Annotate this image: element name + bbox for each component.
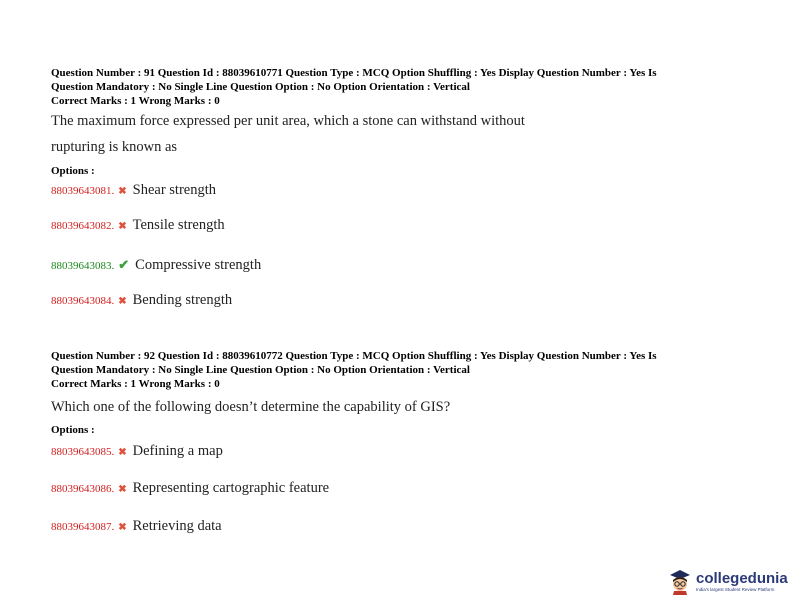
wrong-mark-icon: ✖ — [118, 447, 127, 458]
question-91-meta-line1: Question Number : 91 Question Id : 88039610771 Question Type : MCQ Option Shuffling : Yes Display Question Number : Yes Is — [51, 67, 657, 79]
student-mascot-icon — [668, 569, 692, 595]
logo-text — [696, 571, 788, 593]
option-88039643084 — [51, 292, 232, 309]
wrong-mark-icon: ✖ — [118, 522, 127, 533]
option-text: Retrieving data — [132, 518, 222, 534]
option-id: 88039643085. — [51, 446, 115, 458]
option-88039643082 — [51, 217, 225, 234]
logo-name: collegedunia — [696, 570, 788, 587]
collegedunia-logo — [668, 564, 788, 600]
question-92-marks: Correct Marks : 1 Wrong Marks : 0 — [51, 378, 220, 390]
wrong-mark-icon: ✖ — [118, 221, 127, 232]
option-88039643083 — [51, 257, 261, 274]
option-text: Bending strength — [132, 292, 233, 308]
question-92-meta — [51, 349, 751, 391]
question-91-options-label: Options : — [51, 165, 95, 177]
question-91-meta — [51, 66, 751, 108]
option-88039643081 — [51, 182, 216, 199]
question-92-text — [51, 398, 450, 416]
option-88039643086 — [51, 480, 329, 497]
question-92-meta-line2: Question Mandatory : No Single Line Question Option : No Option Orientation : Vertical — [51, 364, 470, 376]
question-91-text — [51, 112, 525, 156]
logo-tagline: India's largest Student Review Platform — [696, 587, 775, 592]
option-text: Representing cartographic feature — [132, 480, 330, 496]
option-88039643087 — [51, 518, 222, 535]
option-text: Shear strength — [132, 182, 216, 198]
question-92-text-line1: Which one of the following doesn’t determine the capability of GIS? — [51, 399, 451, 415]
option-id: 88039643082. — [51, 220, 115, 232]
option-id: 88039643086. — [51, 483, 115, 495]
question-92-meta-line1: Question Number : 92 Question Id : 88039610772 Question Type : MCQ Option Shuffling : Yes Display Question Number : Yes Is — [51, 350, 657, 362]
check-mark-icon: ✔ — [118, 257, 130, 272]
wrong-mark-icon: ✖ — [118, 484, 127, 495]
question-91-meta-line2: Question Mandatory : No Single Line Question Option : No Option Orientation : Vertical — [51, 81, 470, 93]
question-92-options-label: Options : — [51, 424, 95, 436]
question-91-text-line1: The maximum force expressed per unit area, which a stone can withstand without — [51, 113, 525, 129]
option-text: Defining a map — [132, 443, 223, 459]
option-id: 88039643081. — [51, 185, 115, 197]
option-88039643085 — [51, 443, 223, 460]
option-text: Tensile strength — [132, 217, 225, 233]
option-text: Compressive strength — [135, 257, 262, 273]
wrong-mark-icon: ✖ — [118, 296, 127, 307]
question-91-text-line2: rupturing is known as — [51, 139, 178, 155]
question-91-marks: Correct Marks : 1 Wrong Marks : 0 — [51, 95, 220, 107]
option-id: 88039643083. — [51, 260, 115, 272]
option-id: 88039643084. — [51, 295, 115, 307]
option-id: 88039643087. — [51, 521, 115, 533]
wrong-mark-icon: ✖ — [118, 186, 127, 197]
